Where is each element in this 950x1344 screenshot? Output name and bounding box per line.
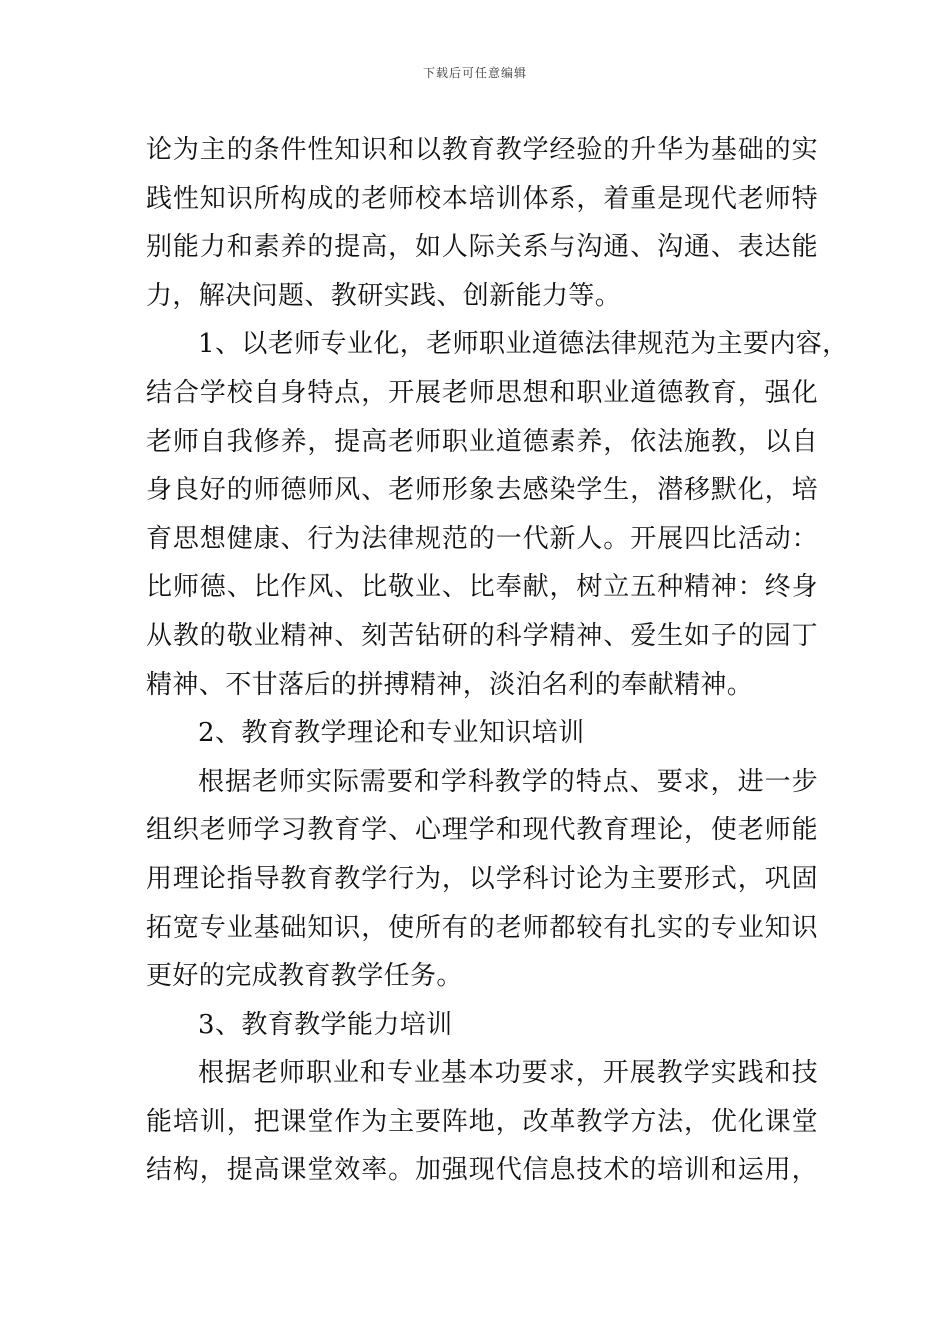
text-line: 力，解决问题、教研实践、创新能力等。 [146,280,622,311]
page-header-note: 下载后可任意编辑 [422,66,527,80]
text-line: 践性知识所构成的老师校本培训体系，着重是现代老师特 [146,183,818,214]
text-line: 从教的敬业精神、刻苦钻研的科学精神、爱生如子的园丁 [146,620,818,651]
text-line: 更好的完成教育教学任务。 [146,961,463,992]
text-line: 组织老师学习教育学、心理学和现代教育理论，使老师能 [146,815,818,846]
text-line: 结构，提高课堂效率。加强现代信息技术的培训和运用， [146,1155,818,1186]
document-body [146,126,849,1195]
text-line: 用理论指导教育教学行为，以学科讨论为主要形式，巩固 [146,863,818,894]
text-line: 拓宽专业基础知识，使所有的老师都较有扎实的专业知识 [146,912,818,943]
text-line: 根据老师实际需要和学科教学的特点、要求，进一步 [198,766,818,797]
text-line: 身良好的师德师风、老师形象去感染学生，潜移默化，培 [146,475,818,506]
section-2-heading: 2、教育教学理论和专业知识培训 [198,718,585,749]
text-line: 育思想健康、行为法律规范的一代新人。开展四比活动： [146,523,818,554]
text-line: 结合学校自身特点，开展老师思想和职业道德教育，强化 [146,377,818,408]
text-line: 能培训，把课堂作为主要阵地，改革教学方法，优化课堂 [146,1106,818,1137]
text-line: 精神、不甘落后的拼搏精神，淡泊名利的奉献精神。 [146,669,754,700]
text-line: 别能力和素养的提高，如人际关系与沟通、沟通、表达能 [146,232,818,263]
text-line: 老师自我修养，提高老师职业道德素养，依法施教，以自 [146,426,818,457]
section-3-heading: 3、教育教学能力培训 [198,1009,453,1040]
text-line: 根据老师职业和专业基本功要求，开展教学实践和技 [198,1058,818,1089]
section-1-heading-line: 1、以老师专业化，老师职业道德法律规范为主要内容， [198,329,849,360]
text-line: 比师德、比作风、比敬业、比奉献，树立五种精神：终身 [146,572,818,603]
text-line: 论为主的条件性知识和以教育教学经验的升华为基础的实 [146,135,818,165]
